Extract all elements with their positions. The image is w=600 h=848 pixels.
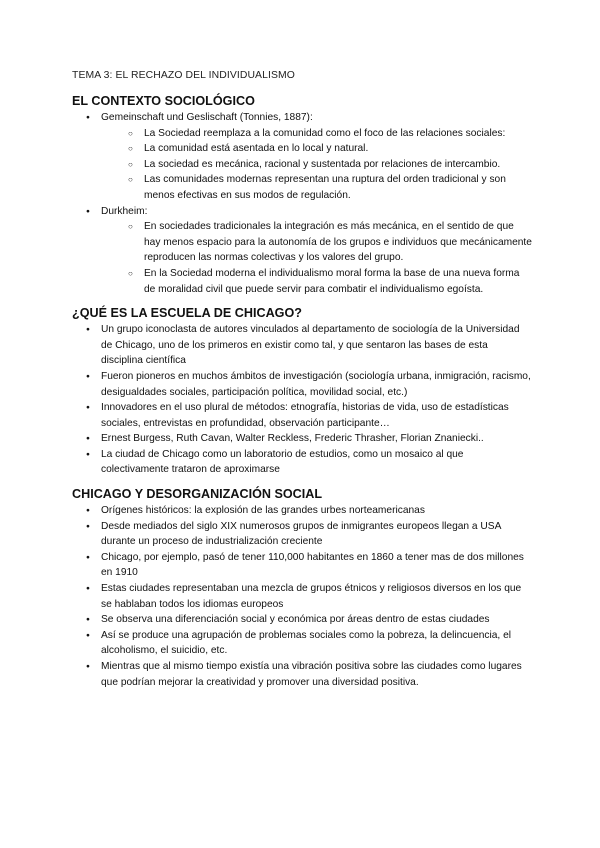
list-item: ● Así se produce una agrupación de problemas sociales como la pobreza, la delincuencia, el alcoholismo, el suicidio, etc. xyxy=(72,628,532,659)
bullet-list-escuela-chicago xyxy=(72,322,532,478)
list-item-text: Gemeinschaft und Geslischaft (Tonnies, 1887): xyxy=(101,112,313,123)
list-item xyxy=(72,110,532,204)
document-title: TEMA 3: EL RECHAZO DEL INDIVIDUALISMO xyxy=(72,70,295,81)
list-item: ● Innovadores en el uso plural de métodos: etnografía, historias de vida, uso de estadísticas sociales, entrevistas en profundidad, observación participante… xyxy=(72,400,532,431)
sub-list xyxy=(101,126,532,204)
sub-list-item: ○ Las comunidades modernas representan una ruptura del orden tradicional y son menos efectivas en sus modos de regulación. xyxy=(72,172,532,203)
sub-list-item: ○ La sociedad es mecánica, racional y sustentada por relaciones de intercambio. xyxy=(72,157,532,173)
sub-list-item: ○ En sociedades tradicionales la integración es más mecánica, en el sentido de que hay menos espacio para la autonomía de los grupos e individuos que mecánicamente reproducen las normas colectivas y los valores del grupo. xyxy=(72,219,532,266)
section-heading-desorganizacion: CHICAGO Y DESORGANIZACIÓN SOCIAL xyxy=(72,487,323,502)
list-item: ● Se observa una diferenciación social y económica por áreas dentro de estas ciudades xyxy=(72,612,532,628)
sub-list xyxy=(101,219,532,297)
list-item: ● Desde mediados del siglo XIX numerosos grupos de inmigrantes europeos llegan a USA durante un proceso de industrialización creciente xyxy=(72,519,532,550)
list-item: ● Fueron pioneros en muchos ámbitos de investigación (sociología urbana, inmigración, racismo, desigualdades sociales, participación política, movilidad social, etc.) xyxy=(72,369,532,400)
list-item: ● Chicago, por ejemplo, pasó de tener 110,000 habitantes en 1860 a tener mas de dos millones en 1910 xyxy=(72,550,532,581)
list-item xyxy=(72,204,532,298)
list-item: ● Ernest Burgess, Ruth Cavan, Walter Reckless, Frederic Thrasher, Florian Znaniecki.. xyxy=(72,431,532,447)
section-heading-escuela-chicago: ¿QUÉ ES LA ESCUELA DE CHICAGO? xyxy=(72,306,302,321)
sub-list-item: ○ En la Sociedad moderna el individualismo moral forma la base de una nueva forma de moralidad civil que puede servir para combatir el individualismo egoísta. xyxy=(72,266,532,297)
bullet-list-desorganizacion xyxy=(72,503,532,690)
sub-list-item: ○ La comunidad está asentada en lo local y natural. xyxy=(72,141,532,157)
document-page xyxy=(72,70,532,690)
list-item: ● Estas ciudades representaban una mezcla de grupos étnicos y religiosos diversos en los que se hablaban todos los idiomas europeos xyxy=(72,581,532,612)
list-item: ● La ciudad de Chicago como un laboratorio de estudios, como un mosaico al que colectivamente trataron de aproximarse xyxy=(72,447,532,478)
section-heading-contexto: EL CONTEXTO SOCIOLÓGICO xyxy=(72,94,255,108)
list-item-text: Durkheim: xyxy=(101,205,148,217)
list-item: ● Un grupo iconoclasta de autores vinculados al departamento de sociología de la Universidad de Chicago, uno de los primeros en existir como tal, y que sentaron las bases de esta disciplina científica xyxy=(72,322,532,369)
list-item: ● Orígenes históricos: la explosión de las grandes urbes norteamericanas xyxy=(72,503,532,519)
bullet-list-contexto xyxy=(72,110,532,297)
sub-list-item: ○ La Sociedad reemplaza a la comunidad como el foco de las relaciones sociales: xyxy=(72,126,532,142)
list-item: ● Mientras que al mismo tiempo existía una vibración positiva sobre las ciudades como lugares que podrían mejorar la creatividad y promover una diversidad positiva. xyxy=(72,659,532,690)
